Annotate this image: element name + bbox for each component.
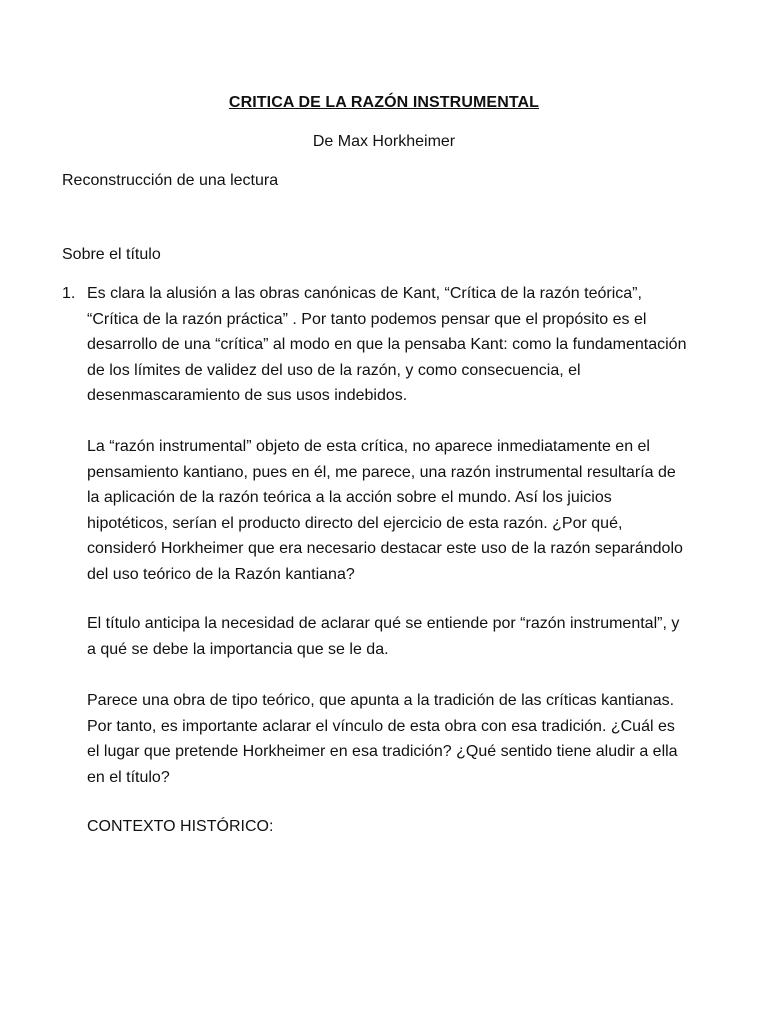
document-author: De Max Horkheimer [312, 133, 456, 150]
document-title: CRITICA DE LA RAZÓN INSTRUMENTAL [228, 94, 540, 111]
paragraph-2: La “razón instrumental” objeto de esta crítica, no aparece inmediatamente en el pensamiento kantiano, pues en él, me parece, una razón instrumental resultaría de la aplicación de la razón teórica a la acción sobre el mundo. Así los juicios hipotéticos, serían el producto directo del ejercicio de esta razón. ¿Por qué, consideró Horkheimer que era necesario destacar este uso de la razón separándolo del uso teórico de la Razón kantiana? [87, 438, 683, 583]
context-heading: CONTEXTO HISTÓRICO: [87, 818, 274, 835]
paragraph-3: El título anticipa la necesidad de aclarar qué se entiende por “razón instrumental”, y a qué se debe la importancia que se le da. [87, 615, 680, 658]
section-heading-title: Sobre el título [62, 246, 161, 263]
paragraph-4: Parece una obra de tipo teórico, que apunta a la tradición de las críticas kantianas. Por tanto, es importante aclarar el vínculo de esta obra con esa tradición. ¿Cuál es el lugar que pretende Horkheimer en esa tradición? ¿Qué sentido tiene aludir a ella en el título? [87, 692, 678, 786]
list-number: 1. [62, 285, 76, 302]
document-subtitle: Reconstrucción de una lectura [62, 172, 279, 189]
paragraph-1: Es clara la alusión a las obras canónicas de Kant, “Crítica de la razón teórica”, “Crítica de la razón práctica” . Por tanto podemos pensar que el propósito es el desarrollo de una “crítica” al modo en que la pensaba Kant: como la fundamentación de los límites de validez del uso de la razón, y como consecuencia, el desenmascaramiento de sus usos indebidos. [87, 285, 687, 404]
